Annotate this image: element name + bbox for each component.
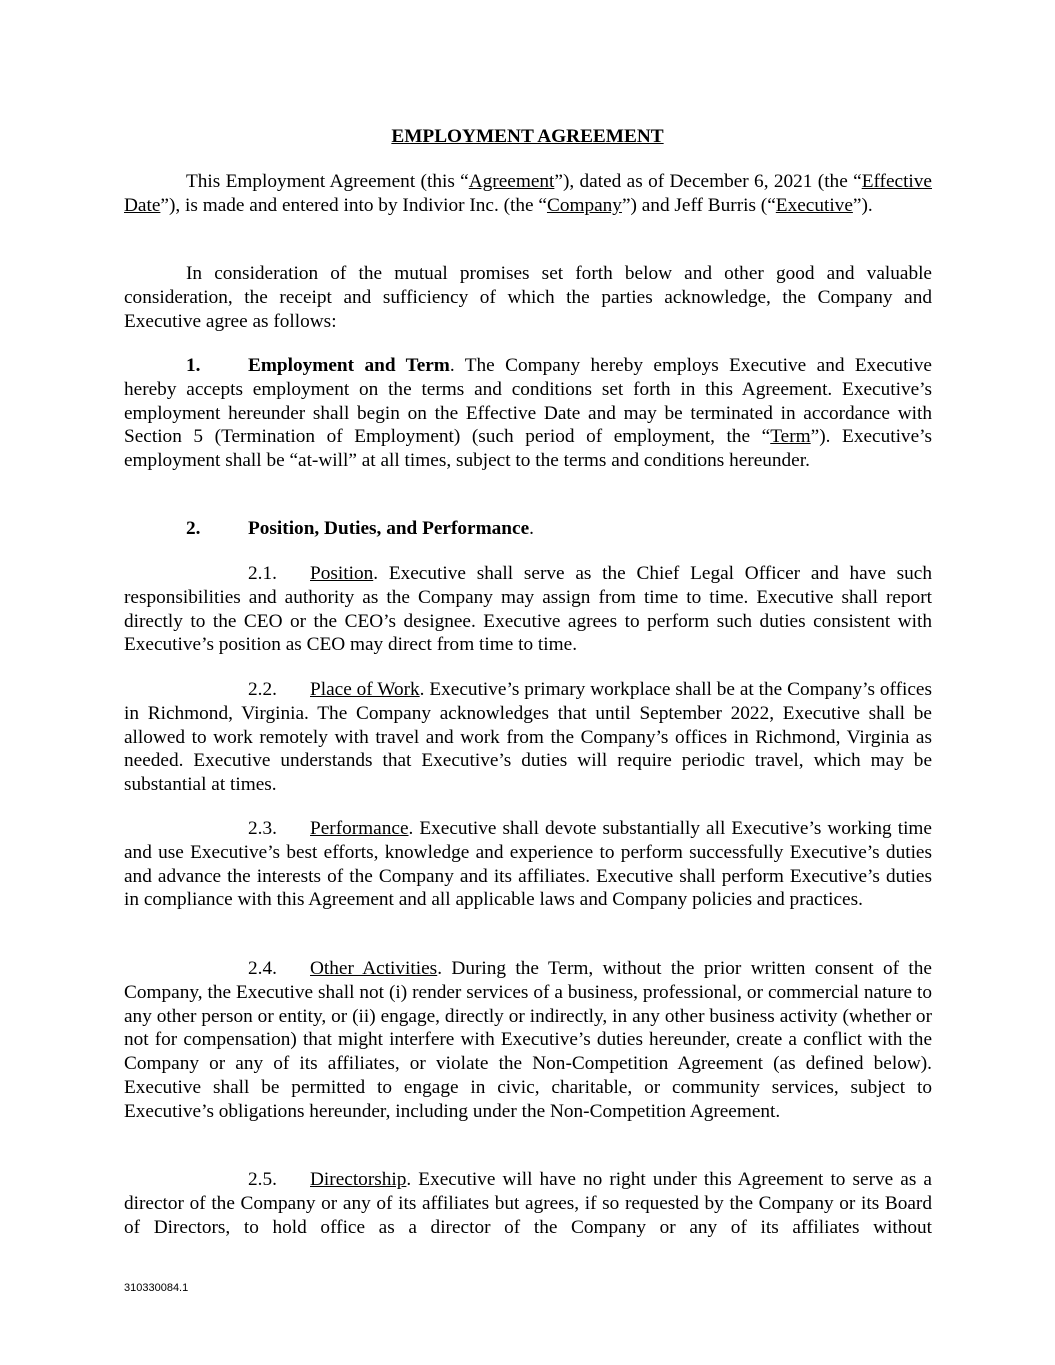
subsection-2-1-position: 2.1. Position. Executive shall serve as the Chief Legal Officer and have such responsibilities and authority as the Company may assign from time to time. Executive shall report directly to the CEO or the CEO’s designee. Executive agrees to perform such duties consistent with Executive’s position as CEO may direct from time to time. (124, 563, 932, 656)
subsection-2-5-directorship: 2.5. Directorship. Executive will have no right under this Agreement to serve as a director of the Company or any of its affiliates but agrees, if so requested by the Company or its Board of Directors, to hold office as a director of the Company or any of its affiliates without (124, 1169, 932, 1238)
section-1-heading: Employment and Term (248, 355, 450, 376)
section-1-employment-and-term: 1. Employment and Term. The Company hereby employs Executive and Executive hereby accepts employment on the terms and conditions set forth in this Agreement. Executive’s employment hereunder shall begin on the Effective Date and may be terminated in accordance with Section 5 (Termination of Employment) (such period of employment, the “Term”). Executive’s employment shall be “at-will” at all times, subject to the terms and conditions hereunder. (124, 355, 932, 472)
defined-term-term: Term (770, 426, 811, 448)
subsection-2-5-heading: Directorship (310, 1169, 407, 1190)
defined-term-agreement: Agreement (468, 171, 555, 192)
defined-term-company: Company (546, 194, 622, 216)
subsection-2-2-place-of-work: 2.2. Place of Work. Executive’s primary workplace shall be at the Company’s offices in Richmond, Virginia. The Company acknowledges that until September 2022, Executive shall be allowed to work remotely with travel and work from the Company’s offices in Richmond, Virginia as needed. Executive understands that Executive’s duties will require periodic travel, which may be substantial at times. (124, 679, 932, 796)
subsection-2-5-number: 2.5. (248, 1169, 277, 1190)
subsection-2-3-heading: Performance (310, 818, 409, 839)
section-2-number: 2. (186, 518, 201, 539)
subsection-2-3-performance: 2.3. Performance. Executive shall devote substantially all Executive’s working time and use Executive’s best efforts, knowledge and experience to perform successfully Executive’s duties and advance the interests of the Company and its affiliates. Executive shall perform Executive’s duties in compliance with this Agreement and all applicable laws and Company policies and practices. (124, 818, 932, 911)
section-2-heading: Position, Duties, and Performance (248, 518, 530, 539)
intro-paragraph: This Employment Agreement (this “Agreement”), dated as of December 6, 2021 (the “Effective Date”), is made and entered into by Indivior Inc. (the “Company”) and Jeff Burris (“Executive”). (124, 171, 932, 216)
defined-term-effective-date: Effective Date (124, 171, 932, 216)
subsection-2-3-number: 2.3. (248, 818, 277, 839)
section-2-heading-line: 2. Position, Duties, and Performance. (186, 518, 534, 539)
subsection-2-4-heading: Other Activities (310, 958, 438, 979)
defined-term-executive: Executive (775, 194, 853, 216)
section-1-number: 1. (186, 355, 201, 376)
subsection-2-1-number: 2.1. (248, 563, 277, 584)
subsection-2-4-number: 2.4. (248, 958, 277, 979)
subsection-2-4-other-activities: 2.4. Other Activities. During the Term, without the prior written consent of the Company, the Executive shall not (i) render services of a business, professional, or commercial nature to any other person or entity, or (ii) engage, directly or indirectly, in any other business activity (whether or not for compensation) that might interfere with Executive’s duties hereunder, create a conflict with the Company or any of its affiliates, or violate the Non-Competition Agreement (as defined below). Executive shall be permitted to engage in civic, charitable, or community services, subject to Executive’s obligations hereunder, including under the Non-Competition Agreement. (124, 958, 932, 1122)
subsection-2-1-heading: Position (310, 563, 374, 584)
subsection-2-2-heading: Place of Work (310, 679, 420, 700)
consideration-paragraph: In consideration of the mutual promises set forth below and other good and valuable consideration, the receipt and sufficiency of which the parties acknowledge, the Company and Executive agree as follows: (124, 263, 932, 332)
document-title: EMPLOYMENT AGREEMENT (391, 126, 664, 147)
subsection-2-2-number: 2.2. (248, 679, 277, 700)
document-id-footer: 310330084.1 (124, 1282, 189, 1294)
